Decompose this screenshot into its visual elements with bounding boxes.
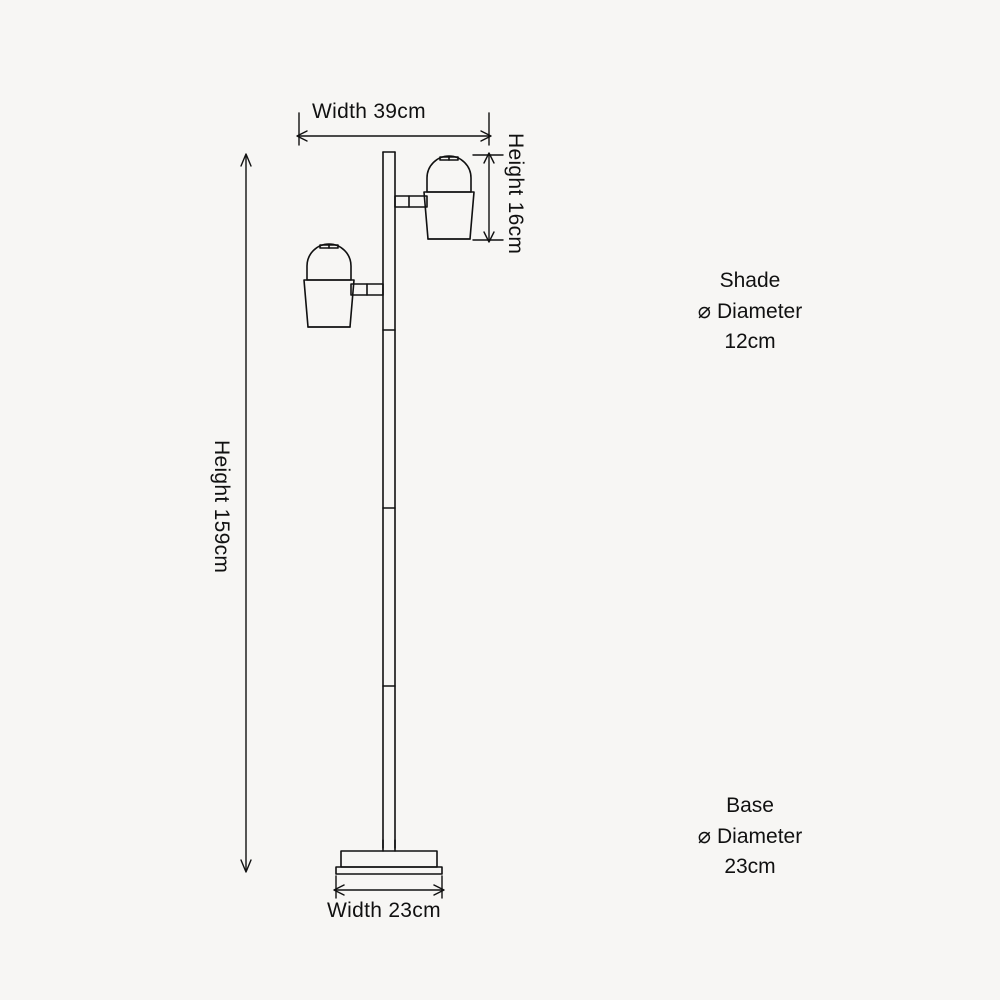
- upper-shade-assembly: [395, 156, 474, 239]
- spec-shade-value: 12cm: [724, 330, 776, 353]
- spec-shade-title: Shade: [719, 269, 781, 292]
- spec-base-title: Base: [726, 794, 774, 817]
- dim-width-23: [334, 876, 444, 898]
- spec-base-value: 23cm: [724, 855, 776, 878]
- dim-height-16: [473, 153, 503, 242]
- diameter-icon: ⌀: [697, 298, 712, 323]
- spec-base-diameter-label: Diameter: [717, 825, 803, 848]
- spec-shade-diameter-label: Diameter: [717, 300, 803, 323]
- label-height-16: Height 16cm: [504, 133, 527, 255]
- label-width-23: Width 23cm: [327, 899, 441, 922]
- diameter-icon: ⌀: [697, 823, 712, 848]
- spec-base-diameter-line: [625, 821, 875, 852]
- lamp-pole: [383, 152, 395, 848]
- label-height-159: Height 159cm: [210, 440, 233, 574]
- label-width-39: Width 39cm: [312, 100, 426, 123]
- dim-height-159: [241, 154, 251, 872]
- lamp-base: [336, 840, 442, 874]
- lower-shade-assembly: [304, 244, 383, 327]
- spec-shade-diameter-line: [625, 296, 875, 327]
- spec-base-diameter: [625, 791, 875, 882]
- spec-shade-diameter: [625, 266, 875, 357]
